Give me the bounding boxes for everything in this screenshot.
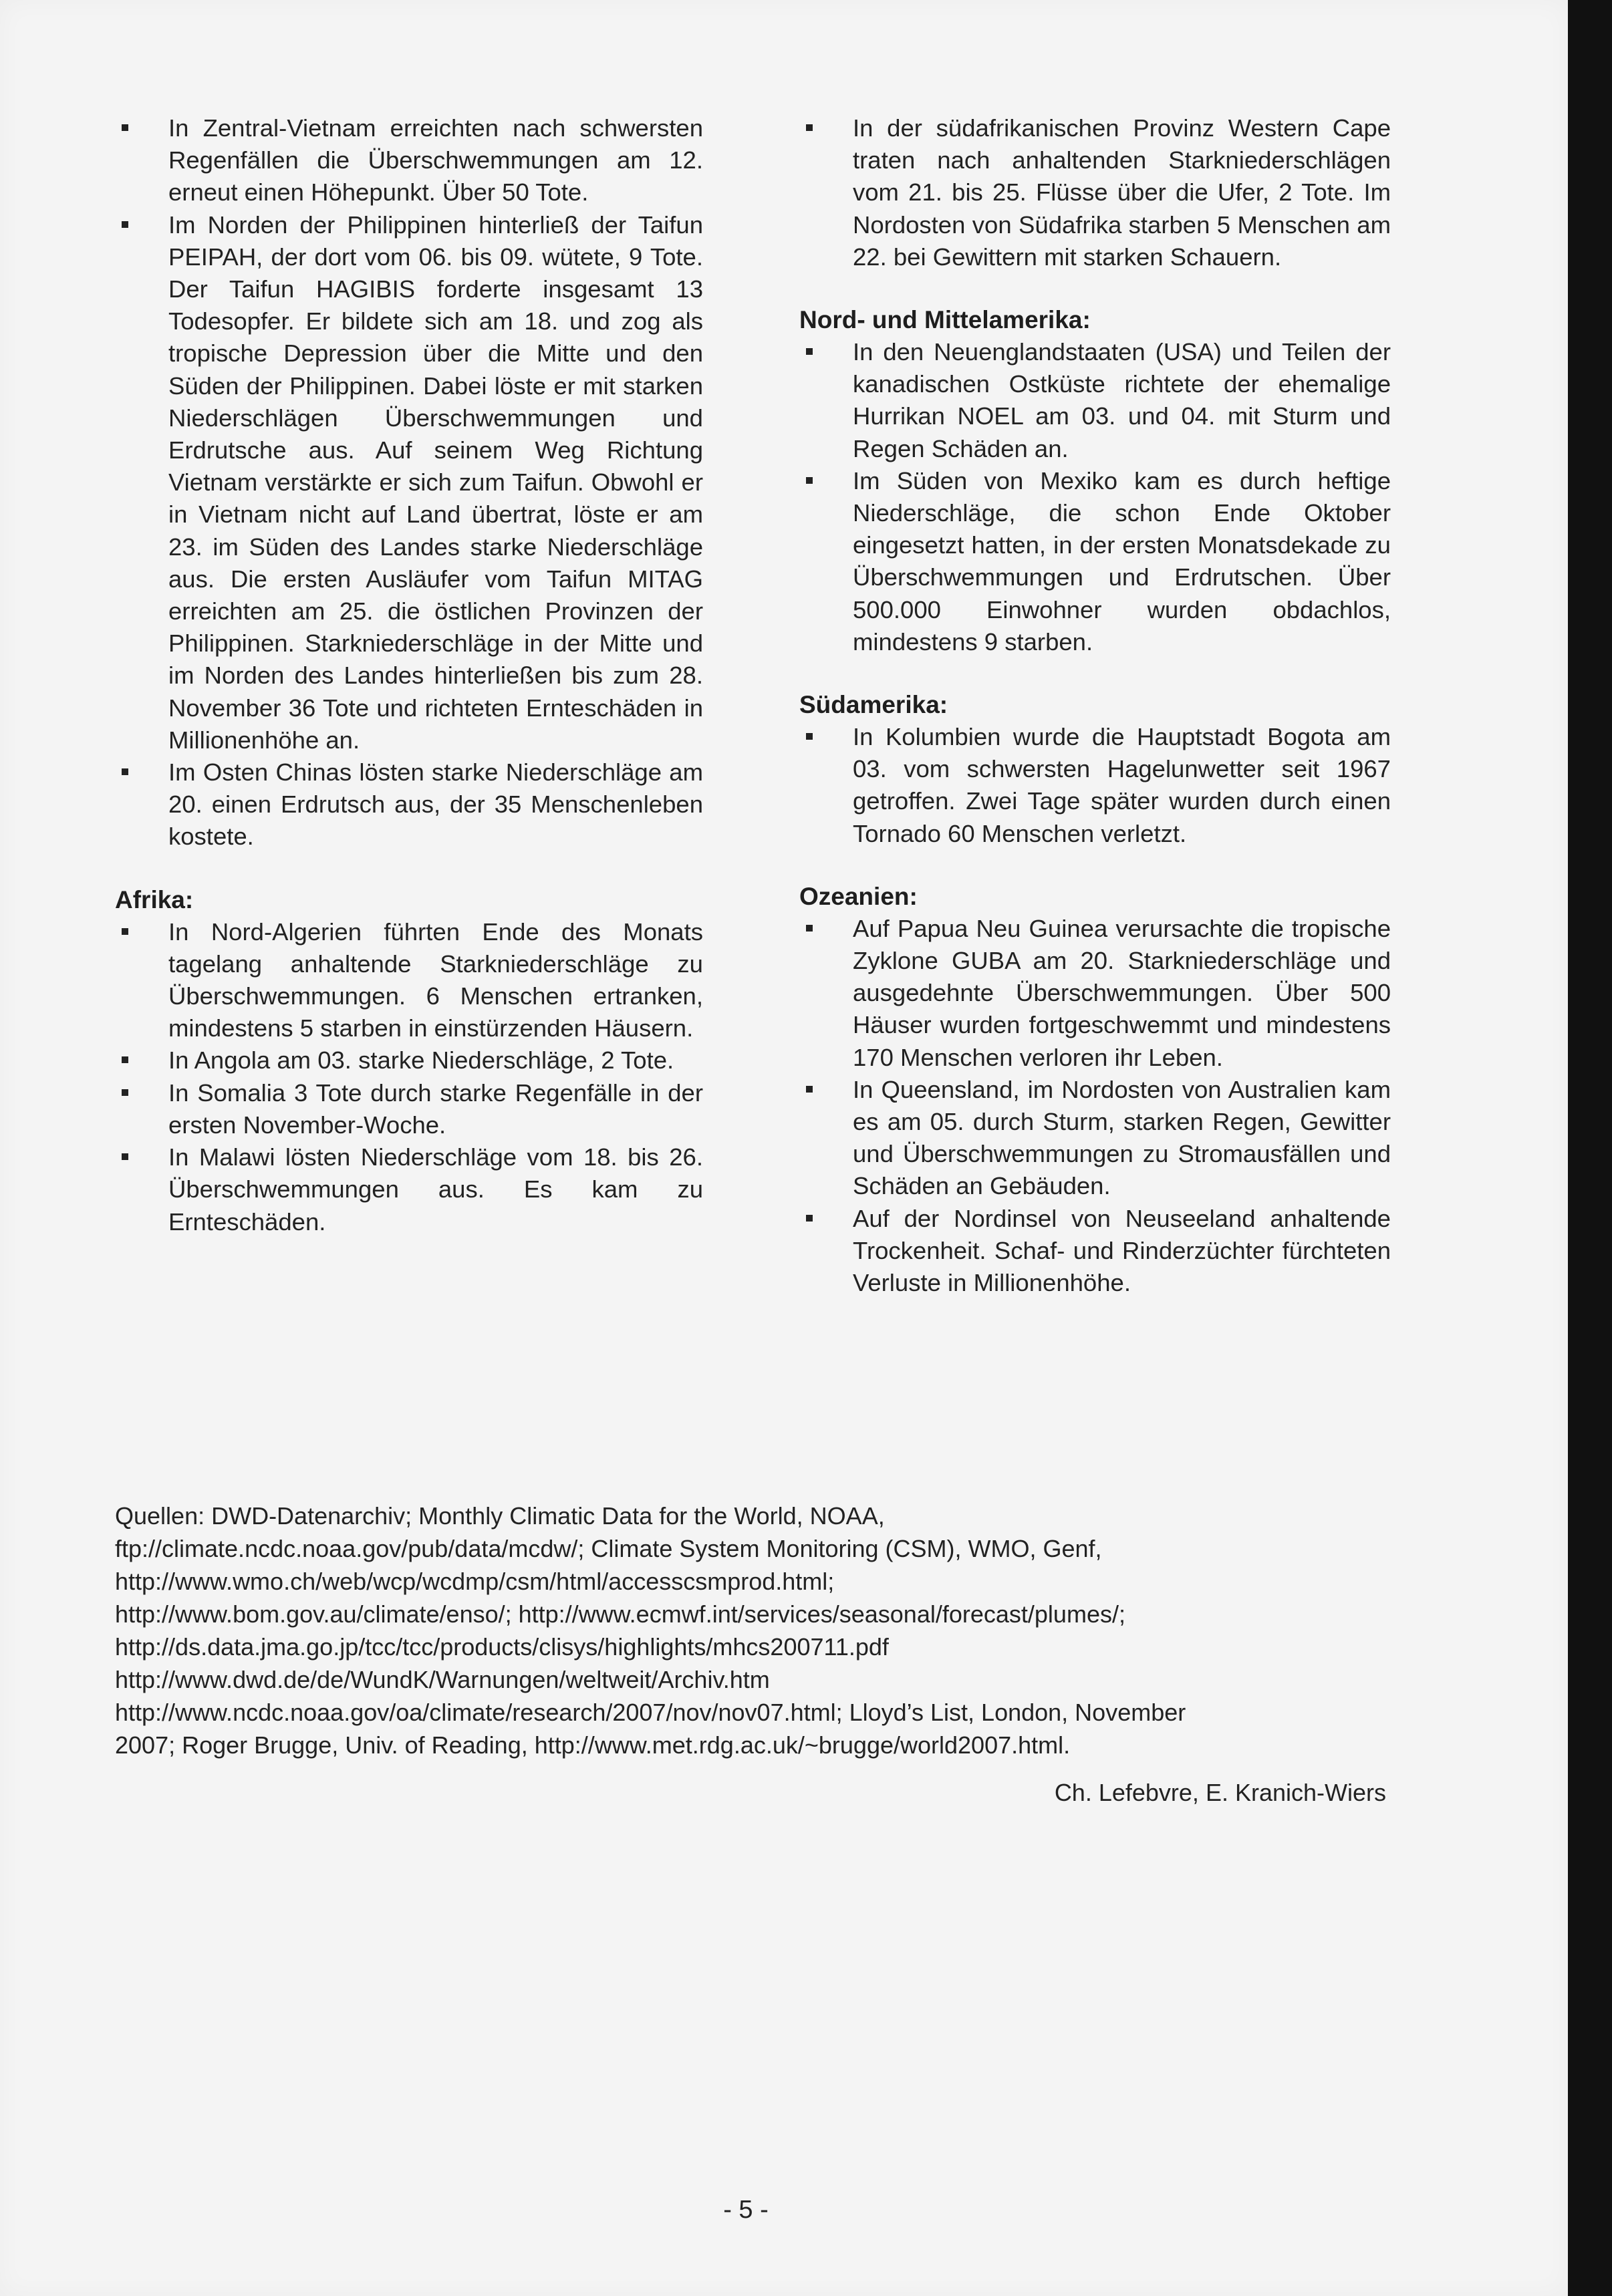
list-item: Auf Papua Neu Guinea verursachte die tropische Zyklone GUBA am 20. Starkniederschläge und ausgedehnte Überschwemmungen. Über 500 Häuser wurden fortgeschwemmt und mindestens 170 Menschen verloren ihr Leben. bbox=[799, 913, 1391, 1074]
sources-line: http://www.dwd.de/de/WundK/Warnungen/weltweit/Archiv.htm bbox=[115, 1666, 770, 1693]
page-number: - 5 - bbox=[723, 2196, 769, 2224]
section-heading-africa: Afrika: bbox=[115, 885, 194, 913]
left-column bbox=[115, 112, 703, 1238]
list-item: In Nord-Algerien führten Ende des Monats tagelang anhaltende Starkniederschläge zu Überschwemmungen. 6 Menschen ertranken, mindestens 5 starben in einstürzenden Häusern. bbox=[115, 916, 703, 1045]
sources-line: http://ds.data.jma.go.jp/tcc/tcc/products/clisys/highlights/mhcs200711.pdf bbox=[115, 1633, 889, 1661]
right-column bbox=[799, 112, 1391, 1299]
list-item: Im Süden von Mexiko kam es durch heftige Niederschläge, die schon Ende Oktober eingesetzt hatten, in der ersten Monatsdekade zu Überschwemmungen und Erdrutschen. Über 500.000 Einwohner wurden obdachlos, mindestens 9 starben. bbox=[799, 465, 1391, 658]
list-item: Im Norden der Philippinen hinterließ der Taifun PEIPAH, der dort vom 06. bis 09. wütete, 9 Tote. Der Taifun HAGIBIS forderte insgesamt 13 Todesopfer. Er bildete sich am 18. und zog als tropische Depression über die Mitte und den Süden der Philippinen. Dabei löste er mit starken Niederschlägen Überschwemmungen und Erdrutsche aus. Auf seinem Weg Richtung Vietnam verstärkte er sich zum Taifun. Obwohl er in Vietnam nicht auf Land übertrat, löste er am 23. im Süden des Landes starke Niederschläge aus. Die ersten Ausläufer vom Taifun MITAG erreichten am 25. die östlichen Provinzen der Philippinen. Starkniederschläge in der Mitte und im Norden des Landes hinterließen bis zum 28. November 36 Tote und richteten Ernteschäden in Millionenhöhe an. bbox=[115, 209, 703, 756]
authors: Ch. Lefebvre, E. Kranich-Wiers bbox=[1054, 1779, 1386, 1806]
oceania-list bbox=[799, 913, 1391, 1299]
list-item: In der südafrikanischen Provinz Western Cape traten nach anhaltenden Starkniederschlägen vom 21. bis 25. Flüsse über die Ufer, 2 Tote. Im Nordosten von Südafrika starben 5 Menschen am 22. bei Gewittern mit starken Schauern. bbox=[799, 112, 1391, 273]
list-item: In Queensland, im Nordosten von Australien kam es am 05. durch Sturm, starken Regen, Gewitter und Überschwemmungen zu Stromausfällen und Schäden an Gebäuden. bbox=[799, 1074, 1391, 1203]
section-heading-oceania: Ozeanien: bbox=[799, 882, 918, 910]
list-item: Im Osten Chinas lösten starke Niederschläge am 20. einen Erdrutsch aus, der 35 Menschenleben kostete. bbox=[115, 756, 703, 853]
list-item: In Zentral-Vietnam erreichten nach schwersten Regenfällen die Überschwemmungen am 12. erneut einen Höhepunkt. Über 50 Tote. bbox=[115, 112, 703, 209]
asia-list bbox=[115, 112, 703, 853]
africa-cont-list bbox=[799, 112, 1391, 273]
south-america-list bbox=[799, 721, 1391, 850]
sources-line: ftp://climate.ncdc.noaa.gov/pub/data/mcdw/; Climate System Monitoring (CSM), WMO, Genf, bbox=[115, 1535, 1102, 1562]
africa-list bbox=[115, 916, 703, 1238]
sources-line: http://www.wmo.ch/web/wcp/wcdmp/csm/html/accesscsmprod.html; bbox=[115, 1568, 835, 1595]
north-america-list bbox=[799, 336, 1391, 658]
sources-line: Quellen: DWD-Datenarchiv; Monthly Climatic Data for the World, NOAA, bbox=[115, 1502, 885, 1530]
list-item: In Somalia 3 Tote durch starke Regenfälle in der ersten November-Woche. bbox=[115, 1077, 703, 1141]
section-heading-north-america: Nord- und Mittelamerika: bbox=[799, 306, 1091, 334]
list-item: In Kolumbien wurde die Hauptstadt Bogota am 03. vom schwersten Hagelunwetter seit 1967 getroffen. Zwei Tage später wurden durch einen Tornado 60 Menschen verletzt. bbox=[799, 721, 1391, 850]
list-item: In Angola am 03. starke Niederschläge, 2 Tote. bbox=[115, 1044, 703, 1077]
section-heading-south-america: Südamerika: bbox=[799, 691, 948, 719]
list-item: In Malawi lösten Niederschläge vom 18. bis 26. Überschwemmungen aus. Es kam zu Ernteschäden. bbox=[115, 1141, 703, 1238]
sources-block bbox=[115, 1499, 1391, 1761]
list-item: In den Neuenglandstaaten (USA) und Teilen der kanadischen Ostküste richtete der ehemalige Hurrikan NOEL am 03. und 04. mit Sturm und Regen Schäden an. bbox=[799, 336, 1391, 465]
sources-line: http://www.bom.gov.au/climate/enso/; http://www.ecmwf.int/services/seasonal/forecast/plumes/; bbox=[115, 1600, 1125, 1628]
sources-line: 2007; Roger Brugge, Univ. of Reading, http://www.met.rdg.ac.uk/~brugge/world2007.html. bbox=[115, 1731, 1071, 1759]
list-item: Auf der Nordinsel von Neuseeland anhaltende Trockenheit. Schaf- und Rinderzüchter fürchteten Verluste in Millionenhöhe. bbox=[799, 1203, 1391, 1300]
sources-line: http://www.ncdc.noaa.gov/oa/climate/research/2007/nov/nov07.html; Lloyd’s List, London, November bbox=[115, 1699, 1186, 1726]
scan-edge bbox=[1568, 0, 1612, 2296]
